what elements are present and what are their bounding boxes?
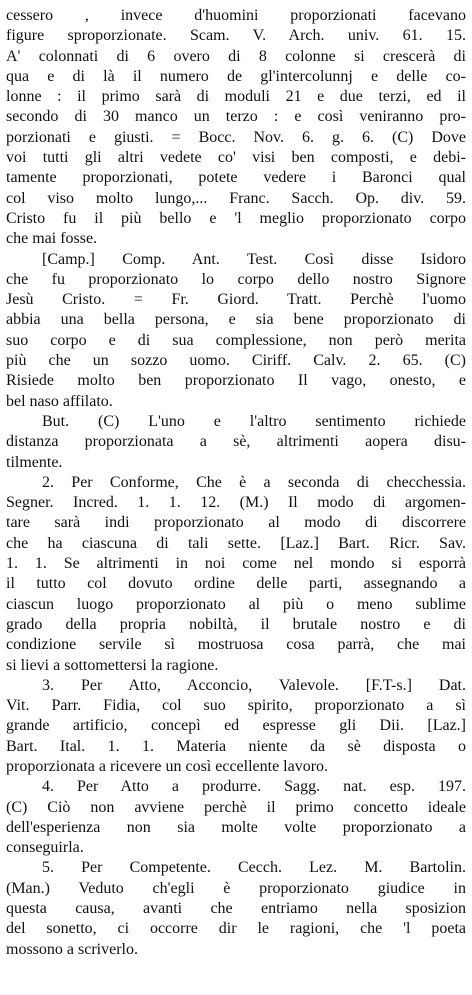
text-line: 1. 1. Se altrimenti in noi come nel mondo si esporrà: [6, 555, 466, 573]
text-line: lonne : il primo sarà di moduli 21 e due terzi, ed il: [6, 88, 466, 106]
text-line: 4. Per Atto a produrre. Sagg. nat. esp. 197.: [42, 778, 466, 796]
text-line: bel naso affilato.: [6, 392, 113, 410]
text-line: che mai fosse.: [6, 230, 98, 248]
text-line: 5. Per Competente. Cecch. Lez. M. Bartolin.: [42, 859, 466, 877]
text-line: figure sproporzionate. Scam. V. Arch. univ. 61. 15.: [6, 27, 466, 45]
text-line: tare sarà indi proporzionato al modo di discorrere: [6, 514, 466, 532]
text-line: porzionati e giusti. = Bocc. Nov. 6. g. 6. (C) Dove: [6, 128, 466, 146]
text-line: 2. Per Conforme, Che è a seconda di checchessia.: [42, 473, 466, 491]
text-line: Jesù Cristo. = Fr. Giord. Tratt. Perchè l'uomo: [6, 291, 466, 309]
text-line: voi tutti gli altri vedete co' visi ben composti, e debi-: [6, 149, 466, 167]
text-line: Bart. Ital. 1. 1. Materia niente da sè disposta o: [6, 737, 466, 755]
text-line: Segner. Incred. 1. 1. 12. (M.) Il modo di argomen-: [6, 494, 466, 512]
text-line: secondo di 30 manco un terzo : e così veniranno pro-: [6, 108, 466, 126]
text-line: Cristo fu il più bello e 'l meglio proporzionato corpo: [6, 209, 466, 227]
text-line: conseguirla.: [6, 839, 84, 857]
text-line: si lievi a sottomettersi la ragione.: [6, 656, 219, 674]
text-line: che ha ciascuna di tali sette. [Laz.] Bart. Ricr. Sav.: [6, 534, 466, 552]
text-line: dell'esperienza non sia molte volte proporzionato a: [6, 818, 466, 836]
text-line: abbia una bella persona, e sia bene proporzionato di: [6, 311, 466, 329]
text-line: cessero , invece d'huomini proporzionati facevano: [6, 7, 466, 24]
text-line: Risiede molto ben proporzionato Il vago, onesto, e: [6, 372, 466, 390]
text-line: mossono a scriverlo.: [6, 940, 138, 958]
text-line: Vit. Parr. Fidia, col suo spirito, proporzionato a sì: [6, 697, 466, 715]
text-line: 3. Per Atto, Acconcio, Valevole. [F.T-s.] Dat.: [42, 676, 466, 694]
text-line: il tutto col dovuto ordine delle parti, assegnando a: [6, 575, 466, 593]
text-line: condizione servile sì mostruosa cosa parrà, che mai: [6, 636, 466, 654]
text-line: grande artificio, concepì ed espresse gli Dii. [Laz.]: [6, 717, 466, 735]
text-line: ciascun luogo proporzionato al più o meno sublime: [6, 595, 466, 613]
text-line: questa causa, avanti che entriamo nella sposizion: [6, 900, 466, 918]
text-line: tamente proporzionati, potete vedere i Baronci qual: [6, 169, 466, 187]
text-line: A' colonnati di 6 overo di 8 colonne si crescerà di: [6, 47, 466, 65]
text-line: col viso molto lungo,... Franc. Sacch. Op. div. 59.: [6, 189, 466, 207]
text-line: più che un sozzo uomo. Ciriff. Calv. 2. 65. (C): [6, 352, 466, 370]
text-line: qua e di là il numero de gl'intercolunnj e delle co-: [6, 67, 466, 85]
text-line: tilmente.: [6, 453, 63, 471]
text-line: proporzionata a ricevere un così eccellente lavoro.: [6, 757, 329, 775]
text-line: (C) Ciò non avviene perchè il primo concetto ideale: [6, 798, 466, 816]
text-line: grado della propria nobiltà, il brutale nostro e di: [6, 615, 466, 633]
text-line: suo corpo e di sua complessione, non però merita: [6, 331, 466, 349]
text-line: distanza proporzionata a sè, altrimenti aopera disu-: [6, 433, 466, 451]
entry-text-column: [6, 6, 466, 960]
text-line: (Man.) Veduto ch'egli è proporzionato giudice in: [6, 879, 466, 897]
text-line: But. (C) L'uno e l'altro sentimento richiede: [42, 412, 466, 430]
text-line: del sonetto, ci occorre dir le ragioni, che 'l poeta: [6, 920, 466, 938]
text-line: che fu proporzionato lo corpo dello nostro Signore: [6, 270, 466, 288]
text-line: [Camp.] Comp. Ant. Test. Così disse Isidoro: [42, 250, 466, 268]
